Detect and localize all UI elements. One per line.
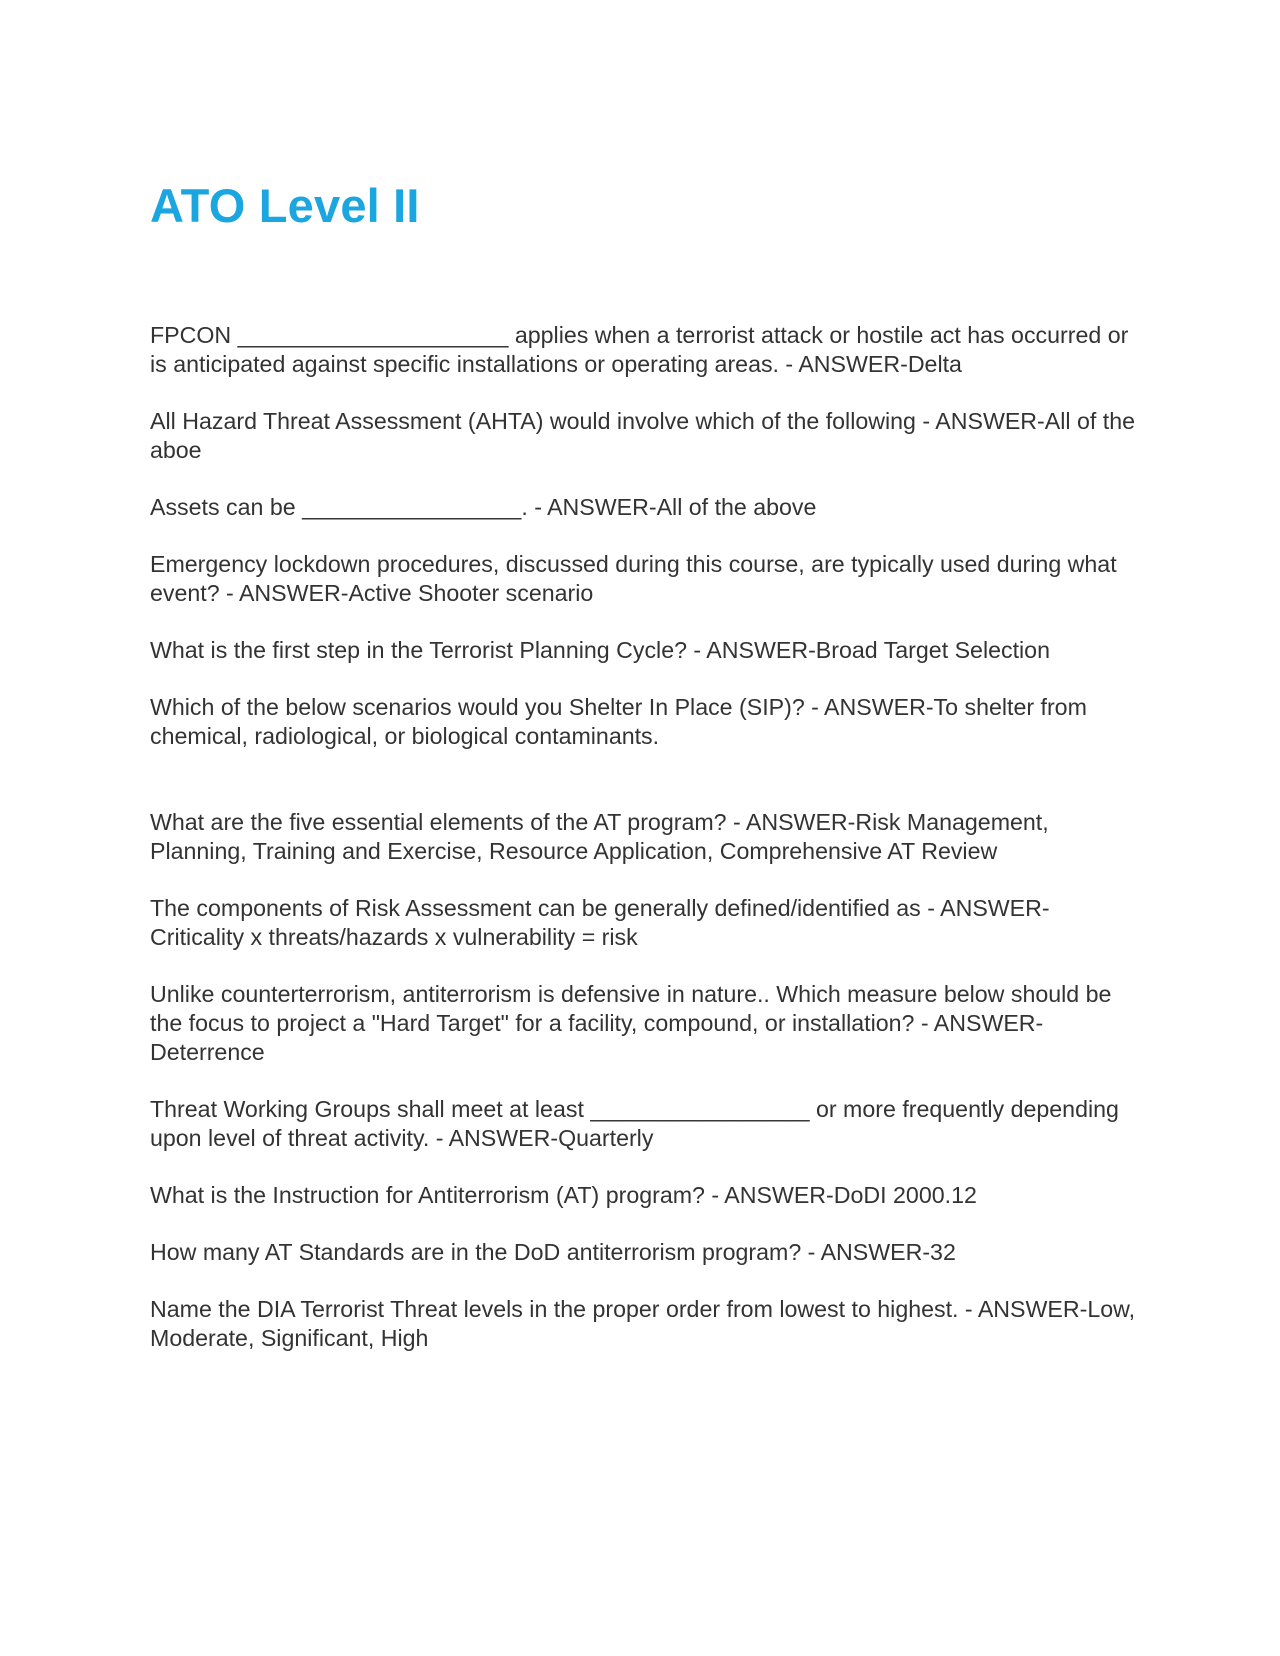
qa-item: The components of Risk Assessment can be generally defined/identified as - ANSWER-Criticality x threats/hazards x vulnerability = risk	[150, 895, 1050, 950]
qa-item: FPCON _____________________ applies when a terrorist attack or hostile act has occurred or is anticipated against specific installations or operating areas. - ANSWER-Delta	[150, 322, 1129, 377]
qa-item: Threat Working Groups shall meet at least _________________ or more frequently depending upon level of threat activity. - ANSWER-Quarterly	[150, 1096, 1119, 1151]
qa-list	[150, 321, 1140, 1381]
qa-item: All Hazard Threat Assessment (AHTA) would involve which of the following - ANSWER-All of the aboe	[150, 408, 1135, 463]
qa-item: Name the DIA Terrorist Threat levels in the proper order from lowest to highest. - ANSWER-Low, Moderate, Significant, High	[150, 1296, 1136, 1351]
qa-item: Assets can be _________________. - ANSWER-All of the above	[150, 494, 817, 520]
qa-item: What is the Instruction for Antiterrorism (AT) program? - ANSWER-DoDI 2000.12	[150, 1182, 977, 1208]
qa-item: What is the first step in the Terrorist Planning Cycle? - ANSWER-Broad Target Selection	[150, 637, 1050, 663]
qa-item: Unlike counterterrorism, antiterrorism is defensive in nature.. Which measure below should be the focus to project a "Hard Target" for a facility, compound, or installation? - ANSWER-Deterrence	[150, 981, 1112, 1065]
page-title: ATO Level II	[150, 179, 420, 232]
qa-item: How many AT Standards are in the DoD antiterrorism program? - ANSWER-32	[150, 1239, 956, 1265]
qa-item: Which of the below scenarios would you Shelter In Place (SIP)? - ANSWER-To shelter from chemical, radiological, or biological contaminants.	[150, 694, 1087, 749]
qa-item: Emergency lockdown procedures, discussed during this course, are typically used during what event? - ANSWER-Active Shooter scenario	[150, 551, 1117, 606]
qa-item: What are the five essential elements of the AT program? - ANSWER-Risk Management, Planning, Training and Exercise, Resource Application, Comprehensive AT Review	[150, 809, 1049, 864]
